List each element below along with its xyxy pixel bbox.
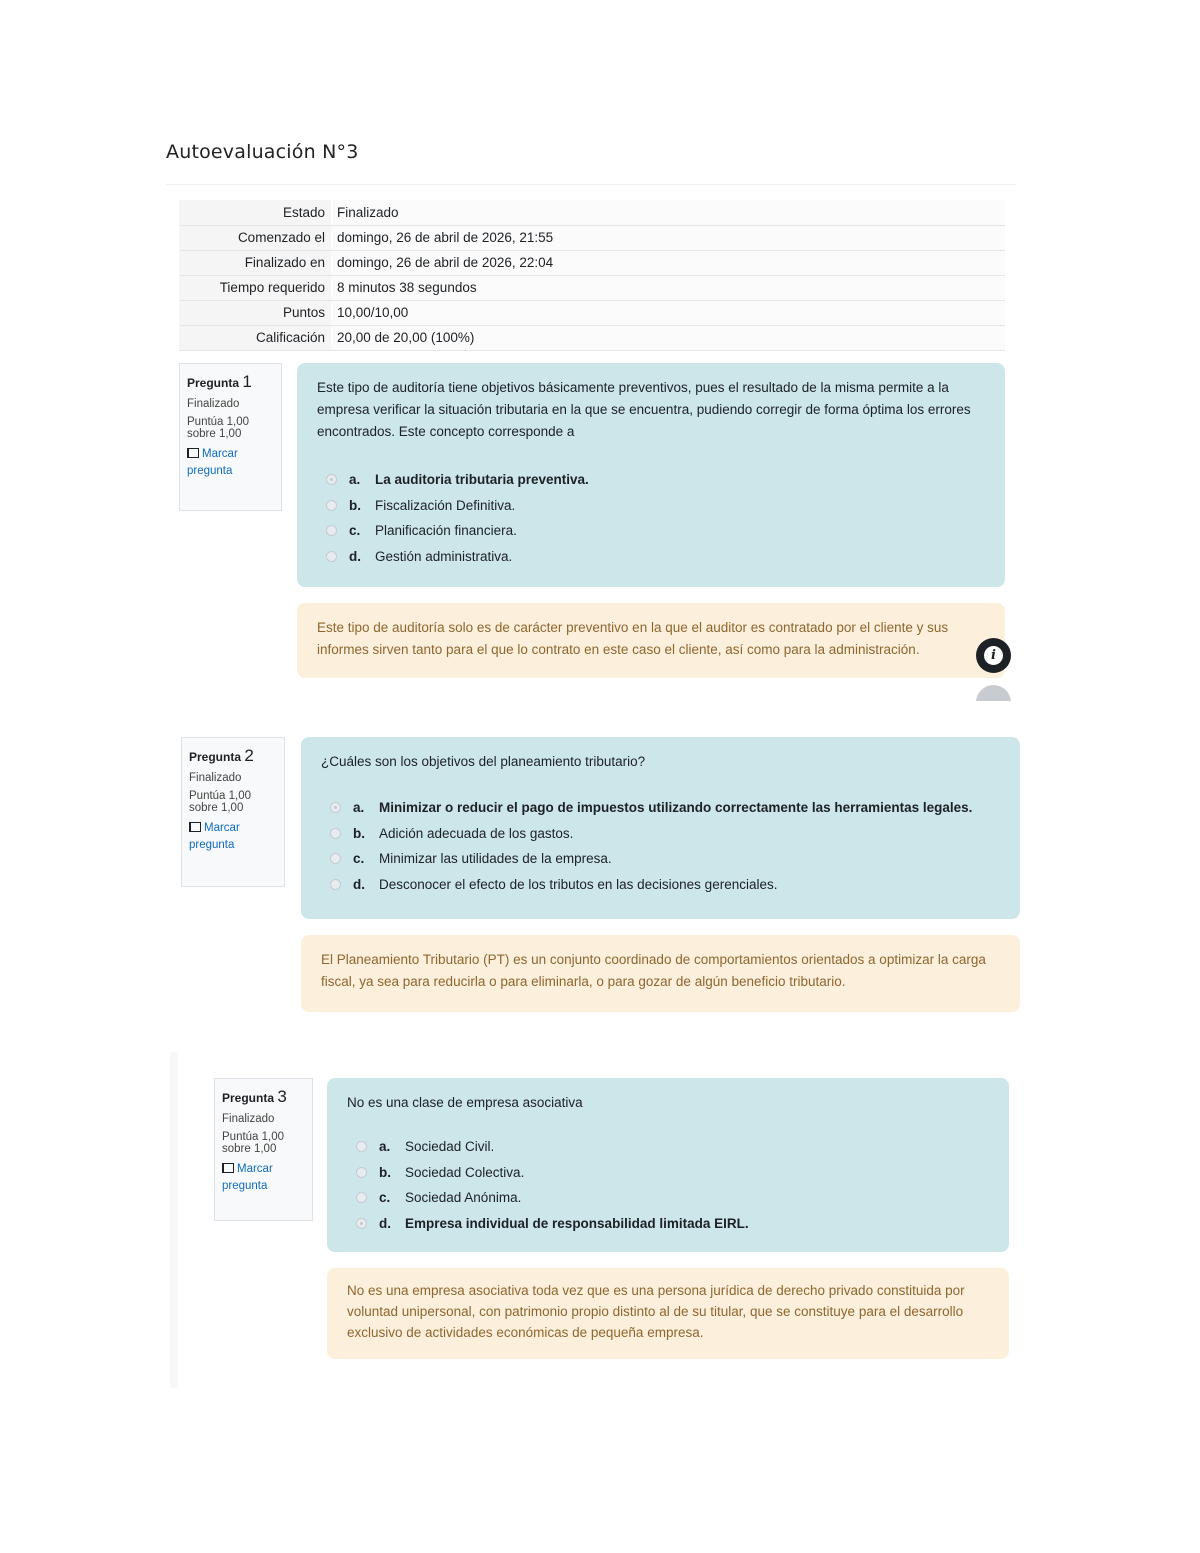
summary-label: Comenzado el <box>179 225 331 250</box>
answer-option[interactable]: c. Minimizar las utilidades de la empresa. <box>330 846 1000 872</box>
help-icon[interactable] <box>976 685 1011 701</box>
summary-row-grade <box>179 325 1005 350</box>
summary-label: Calificación <box>179 325 331 350</box>
feedback-box-3: No es una empresa asociativa toda vez que es una persona jurídica de derecho privado constituida por voluntad unipersonal, con patrimonio propio distinto al de su titular, que se constituye para el desarrollo exclusivo de actividades económicas de pequeña empresa. <box>327 1268 1009 1359</box>
summary-row-finished <box>179 250 1005 275</box>
question-text: Este tipo de auditoría tiene objetivos básicamente preventivos, pues el resultado de la misma permite a la empresa verificar la situación tributaria en la que se encuentra, pudiendo corregir de forma óptima los errores encontrados. Este concepto corresponde a <box>317 380 971 439</box>
answer-option[interactable]: c. Sociedad Anónima. <box>356 1185 989 1211</box>
answer-list <box>347 1134 989 1236</box>
feedback-box-1: Este tipo de auditoría solo es de carácter preventivo en la que el auditor es contratado por el cliente y sus informes sirven tanto para el que lo contrato en este caso el cliente, así como para la administración. <box>297 603 1005 678</box>
summary-value: 10,00/10,00 <box>331 300 1005 325</box>
summary-row-state <box>179 200 1005 225</box>
info-icon[interactable]: i <box>976 638 1011 673</box>
question-number: Pregunta 1 <box>187 372 252 391</box>
question-score: Puntúa 1,00 sobre 1,00 <box>189 790 252 814</box>
question-text: ¿Cuáles son los objetivos del planeamiento tributario? <box>321 754 646 769</box>
flag-icon <box>187 448 199 458</box>
answer-option[interactable]: a. Sociedad Civil. <box>356 1134 989 1160</box>
summary-row-time <box>179 275 1005 300</box>
radio-button[interactable] <box>356 1218 367 1229</box>
radio-button[interactable] <box>326 525 337 536</box>
radio-button[interactable] <box>330 802 341 813</box>
question-state: Finalizado <box>222 1113 275 1125</box>
summary-label: Puntos <box>179 300 331 325</box>
answer-option[interactable]: b. Adición adecuada de los gastos. <box>330 821 1000 847</box>
answer-list <box>321 795 1000 897</box>
flag-question-link[interactable]: Marcar pregunta <box>222 1163 273 1192</box>
answer-list <box>317 467 985 569</box>
answer-option[interactable]: c. Planificación financiera. <box>326 518 985 544</box>
question-content-2 <box>301 737 1020 919</box>
radio-button[interactable] <box>326 500 337 511</box>
answer-option[interactable]: b. Fiscalización Definitiva. <box>326 493 985 519</box>
radio-button[interactable] <box>330 853 341 864</box>
radio-button[interactable] <box>330 828 341 839</box>
summary-value: 20,00 de 20,00 (100%) <box>331 325 1005 350</box>
flag-icon <box>189 822 201 832</box>
answer-option[interactable]: b. Sociedad Colectiva. <box>356 1160 989 1186</box>
question-info-1 <box>179 363 282 511</box>
feedback-box-2: El Planeamiento Tributario (PT) es un conjunto coordinado de comportamientos orientados a optimizar la carga fiscal, ya sea para reducirla o para eliminarla, o para gozar de algún beneficio tributario. <box>301 935 1020 1012</box>
question-content-1 <box>297 363 1005 587</box>
question-score: Puntúa 1,00 sobre 1,00 <box>187 416 250 440</box>
summary-value: domingo, 26 de abril de 2026, 21:55 <box>331 225 1005 250</box>
attempt-summary-table <box>179 200 1005 351</box>
flag-question-link[interactable]: Marcar pregunta <box>189 822 240 851</box>
radio-button[interactable] <box>330 879 341 890</box>
answer-option[interactable]: a. Minimizar o reducir el pago de impuestos utilizando correctamente las herramientas legales. <box>330 795 1000 821</box>
radio-button[interactable] <box>326 551 337 562</box>
question-number: Pregunta 3 <box>222 1087 287 1106</box>
radio-button[interactable] <box>356 1141 367 1152</box>
summary-label: Estado <box>179 200 331 225</box>
question-text: No es una clase de empresa asociativa <box>347 1095 583 1110</box>
question-info-3 <box>214 1078 313 1221</box>
answer-option[interactable]: d. Empresa individual de responsabilidad limitada EIRL. <box>356 1211 989 1237</box>
question-state: Finalizado <box>187 398 240 410</box>
question-content-3 <box>327 1078 1009 1252</box>
summary-label: Tiempo requerido <box>179 275 331 300</box>
question-info-2 <box>181 737 285 887</box>
radio-button[interactable] <box>356 1192 367 1203</box>
summary-value: 8 minutos 38 segundos <box>331 275 1005 300</box>
answer-option[interactable]: d. Desconocer el efecto de los tributos en las decisiones gerenciales. <box>330 872 1000 898</box>
page-margin-line <box>170 1052 178 1388</box>
summary-row-started <box>179 225 1005 250</box>
radio-button[interactable] <box>356 1167 367 1178</box>
question-number: Pregunta 2 <box>189 746 254 765</box>
summary-row-points <box>179 300 1005 325</box>
summary-value: domingo, 26 de abril de 2026, 22:04 <box>331 250 1005 275</box>
page-title: Autoevaluación N°3 <box>166 141 359 163</box>
summary-label: Finalizado en <box>179 250 331 275</box>
question-score: Puntúa 1,00 sobre 1,00 <box>222 1131 285 1155</box>
answer-option[interactable]: a. La auditoria tributaria preventiva. <box>326 467 985 493</box>
radio-button[interactable] <box>326 474 337 485</box>
answer-option[interactable]: d. Gestión administrativa. <box>326 544 985 570</box>
flag-question-link[interactable]: Marcar pregunta <box>187 448 238 477</box>
flag-icon <box>222 1163 234 1173</box>
title-divider <box>166 184 1016 185</box>
summary-value: Finalizado <box>331 200 1005 225</box>
question-state: Finalizado <box>189 772 242 784</box>
